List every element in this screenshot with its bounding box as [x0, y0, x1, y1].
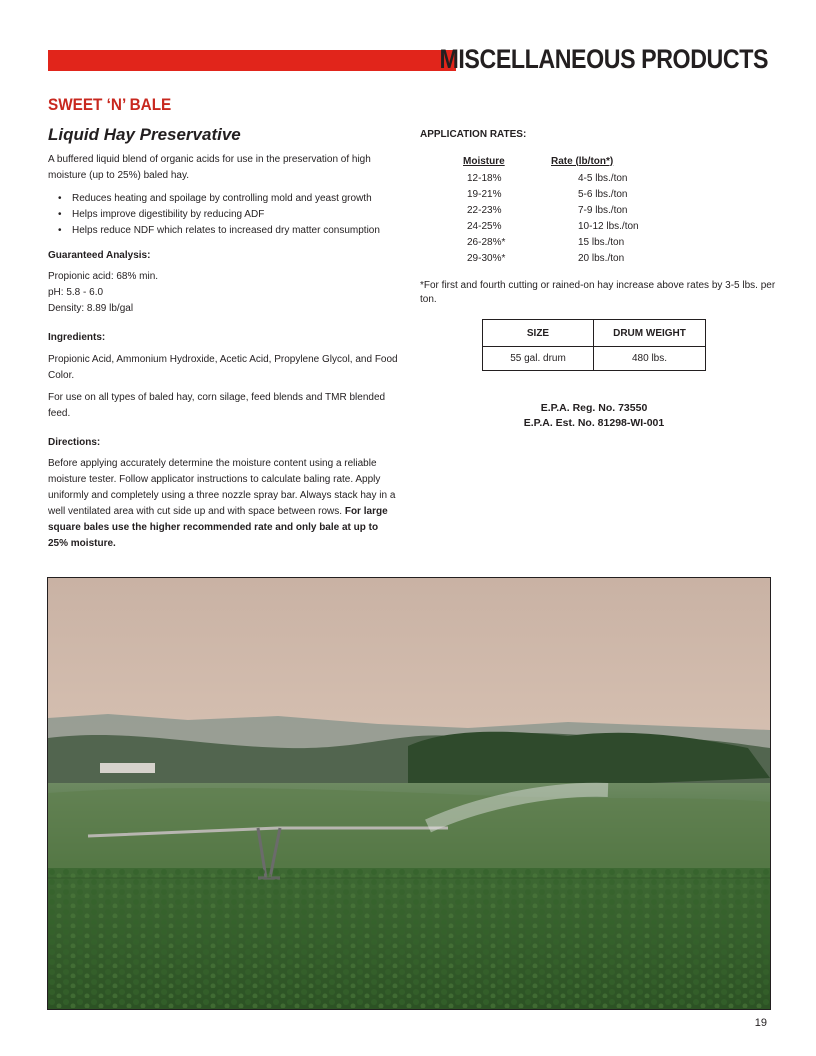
- table-header-row: [483, 320, 706, 347]
- benefit-item: • Reduces heating and spoilage by controlling mold and yeast growth: [58, 191, 400, 207]
- page-number: 19: [754, 1017, 767, 1029]
- directions-heading: Directions:: [48, 437, 101, 448]
- product-name: SWEET ‘N’ BALE: [48, 95, 172, 114]
- column-header: DRUM WEIGHT: [594, 320, 706, 347]
- rate-cell: 10-12 lbs./ton: [578, 220, 639, 232]
- moisture-cell: 22-23%: [467, 204, 502, 216]
- header-accent-bar: [48, 50, 456, 71]
- usage-text: For use on all types of baled hay, corn silage, feed blends and TMR blended feed.: [48, 392, 386, 419]
- column-header: SIZE: [483, 320, 594, 347]
- analysis-line: Propionic acid: 68% min.: [48, 271, 159, 282]
- column-header: Rate (lb/ton*): [551, 155, 614, 167]
- table-row: [460, 218, 688, 234]
- product-subtitle: Liquid Hay Preservative: [48, 125, 241, 144]
- directions-body: Before applying accurately determine the moisture content using a reliable moisture tester. Follow applicator instructions to calculate baling rate. Apply uniformly and completely using a three nozzle spray bar. Always stack hay in a well ventilated area with cut side up and with space between rows.: [48, 458, 396, 517]
- size-cell: 55 gal. drum: [483, 347, 594, 371]
- benefit-list: [48, 191, 400, 239]
- moisture-cell: 19-21%: [467, 188, 502, 200]
- directions-text: [48, 456, 400, 552]
- section-title: MISCELLANEOUS PRODUCTS: [439, 44, 768, 74]
- table-header-row: [460, 152, 688, 170]
- application-rates-table: [460, 152, 688, 266]
- epa-est-number: E.P.A. Est. No. 81298-WI-001: [523, 417, 665, 429]
- ingredients-heading: Ingredients:: [48, 332, 106, 343]
- rates-panel: [420, 128, 776, 429]
- rate-cell: 20 lbs./ton: [578, 252, 625, 264]
- weight-cell: 480 lbs.: [594, 347, 706, 371]
- farm-field-photo: [47, 577, 771, 1010]
- rate-cell: 5-6 lbs./ton: [578, 188, 628, 200]
- table-row: [460, 202, 688, 218]
- epa-reg-number: E.P.A. Reg. No. 73550: [540, 402, 648, 414]
- table-row: [460, 186, 688, 202]
- table-row: [460, 170, 688, 186]
- table-row: [483, 347, 706, 371]
- guaranteed-analysis-heading: Guaranteed Analysis:: [48, 250, 151, 261]
- moisture-cell: 12-18%: [467, 172, 502, 184]
- column-header: Moisture: [463, 155, 505, 167]
- ingredients-text: Propionic Acid, Ammonium Hydroxide, Acetic Acid, Propylene Glycol, and Food Color.: [48, 354, 398, 381]
- moisture-cell: 29-30%*: [467, 252, 506, 264]
- application-rates-title: APPLICATION RATES:: [420, 129, 527, 140]
- epa-registration: [482, 401, 706, 431]
- rate-cell: 4-5 lbs./ton: [578, 172, 628, 184]
- rates-footnote: *For first and fourth cutting or rained-on hay increase above rates by 3-5 lbs. per ton.: [420, 280, 776, 305]
- moisture-cell: 26-28%*: [467, 236, 506, 248]
- analysis-line: pH: 5.8 - 6.0: [48, 287, 104, 298]
- benefit-item: • Helps improve digestibility by reducing ADF: [58, 207, 400, 223]
- moisture-cell: 24-25%: [467, 220, 502, 232]
- rate-cell: 15 lbs./ton: [578, 236, 625, 248]
- product-details: [48, 124, 400, 552]
- product-description: A buffered liquid blend of organic acids for use in the preservation of high moisture (up to 25%) baled hay.: [48, 154, 371, 181]
- benefit-item: • Helps reduce NDF which relates to increased dry matter consumption: [58, 223, 400, 239]
- packaging-table: [482, 319, 706, 371]
- directions-bold-note: For large square bales use the higher recommended rate and only bale at up to 25% moisture.: [48, 506, 388, 549]
- analysis-line: Density: 8.89 lb/gal: [48, 303, 134, 314]
- table-row: [460, 250, 688, 266]
- rate-cell: 7-9 lbs./ton: [578, 204, 628, 216]
- table-row: [460, 234, 688, 250]
